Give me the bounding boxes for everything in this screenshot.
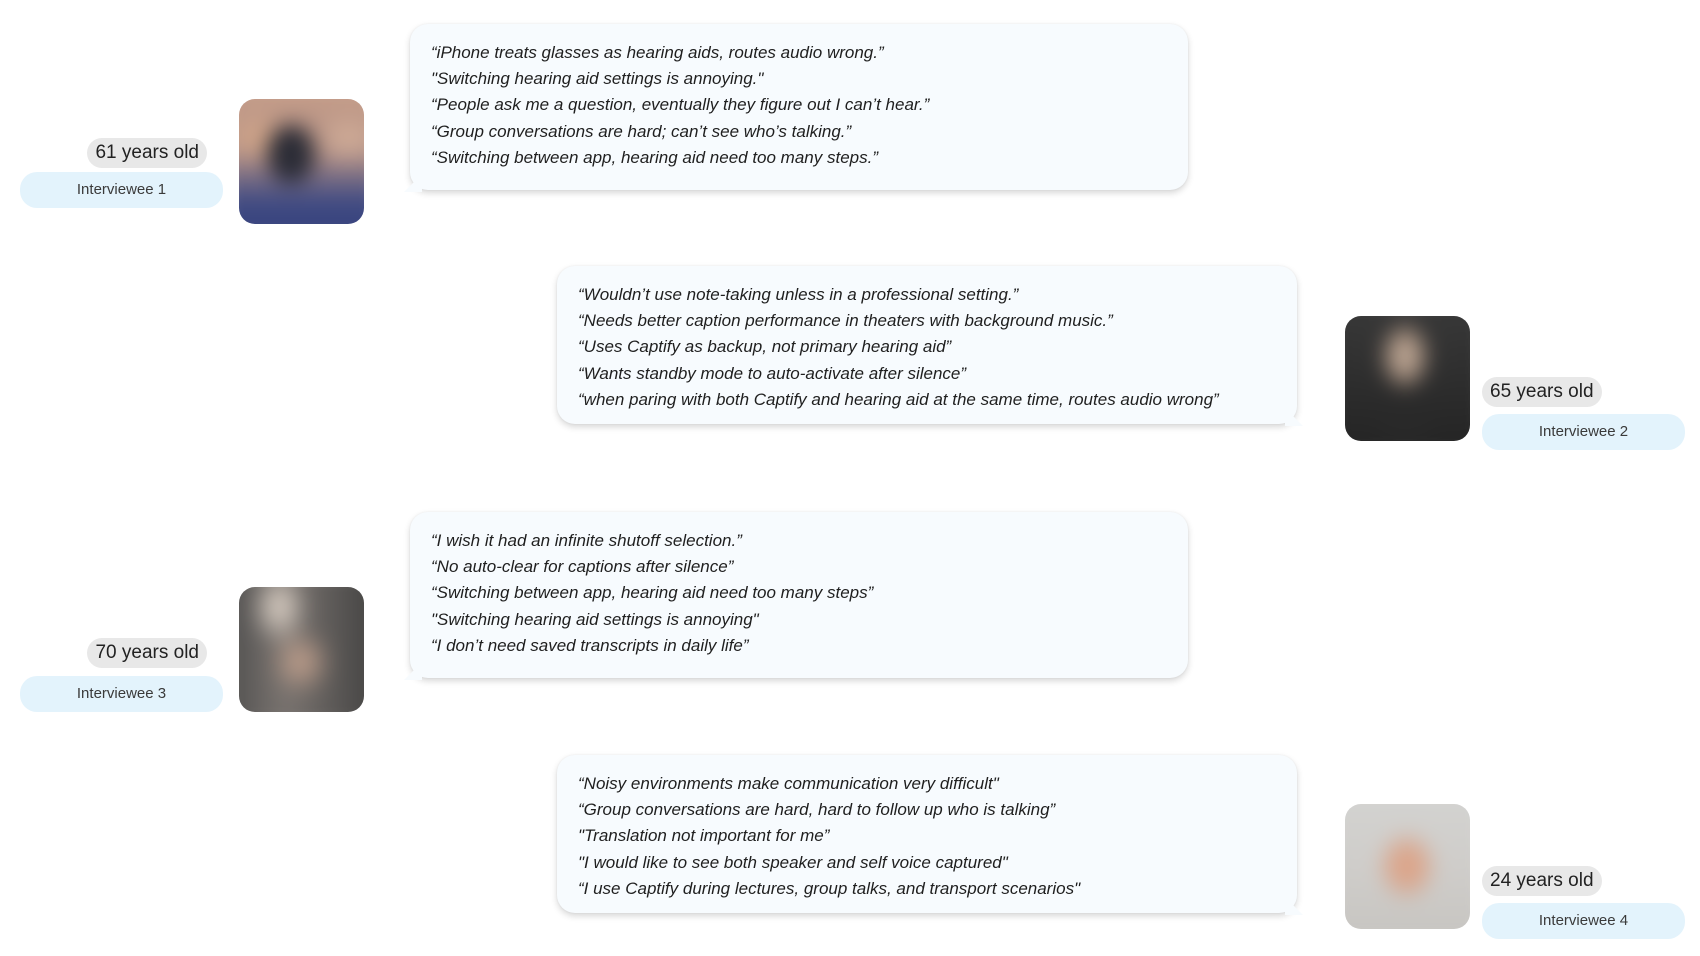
quote-line: “iPhone treats glasses as hearing aids, routes audio wrong.” [431,43,884,62]
age-badge: 65 years old [1482,377,1602,407]
quote-line: “I wish it had an infinite shutoff selection.” [431,531,742,550]
quote-line: "Translation not important for me” [578,826,830,846]
interviewee-label: Interviewee 2 [1482,414,1685,450]
quote-line: “Wouldn’t use note-taking unless in a professional setting.” [578,285,1019,304]
quote-line: “I use Captify during lectures, group talks, and transport scenarios" [578,878,1081,898]
age-badge: 61 years old [87,138,207,168]
interviewee-label: Interviewee 4 [1482,903,1685,939]
quote-line: “Noisy environments make communication very difficult" [578,774,999,793]
quote-line: “People ask me a question, eventually they figure out I can’t hear.” [431,95,930,115]
quote-line: “Uses Captify as backup, not primary hearing aid” [578,337,952,357]
quote-line: “when paring with both Captify and hearing aid at the same time, routes audio wrong” [578,389,1219,409]
quote-line: “Switching between app, hearing aid need too many steps” [431,583,874,603]
quote-line: “No auto-clear for captions after silence” [431,557,734,577]
quote-line: "I would like to see both speaker and self voice captured" [578,852,1008,872]
person-photo-icon [1345,804,1470,929]
age-badge: 24 years old [1482,866,1602,896]
interviewee-label: Interviewee 1 [20,172,223,208]
interviewee-label: Interviewee 3 [20,676,223,712]
age-badge: 70 years old [87,638,207,668]
quote-line: “Needs better caption performance in theaters with background music.” [578,311,1113,331]
quote-line: “Switching between app, hearing aid need too many steps.” [431,147,878,167]
quote-line: “Group conversations are hard; can’t see who’s talking.” [431,121,852,141]
quote-line: “I don’t need saved transcripts in daily life” [431,635,749,655]
quote-line: "Switching hearing aid settings is annoying" [431,609,759,629]
quote-line: "Switching hearing aid settings is annoying." [431,69,764,89]
quote-line: “Group conversations are hard, hard to follow up who is talking” [578,800,1056,820]
quote-bubble [557,755,1297,913]
quote-line: “Wants standby mode to auto-activate after silence” [578,363,967,383]
